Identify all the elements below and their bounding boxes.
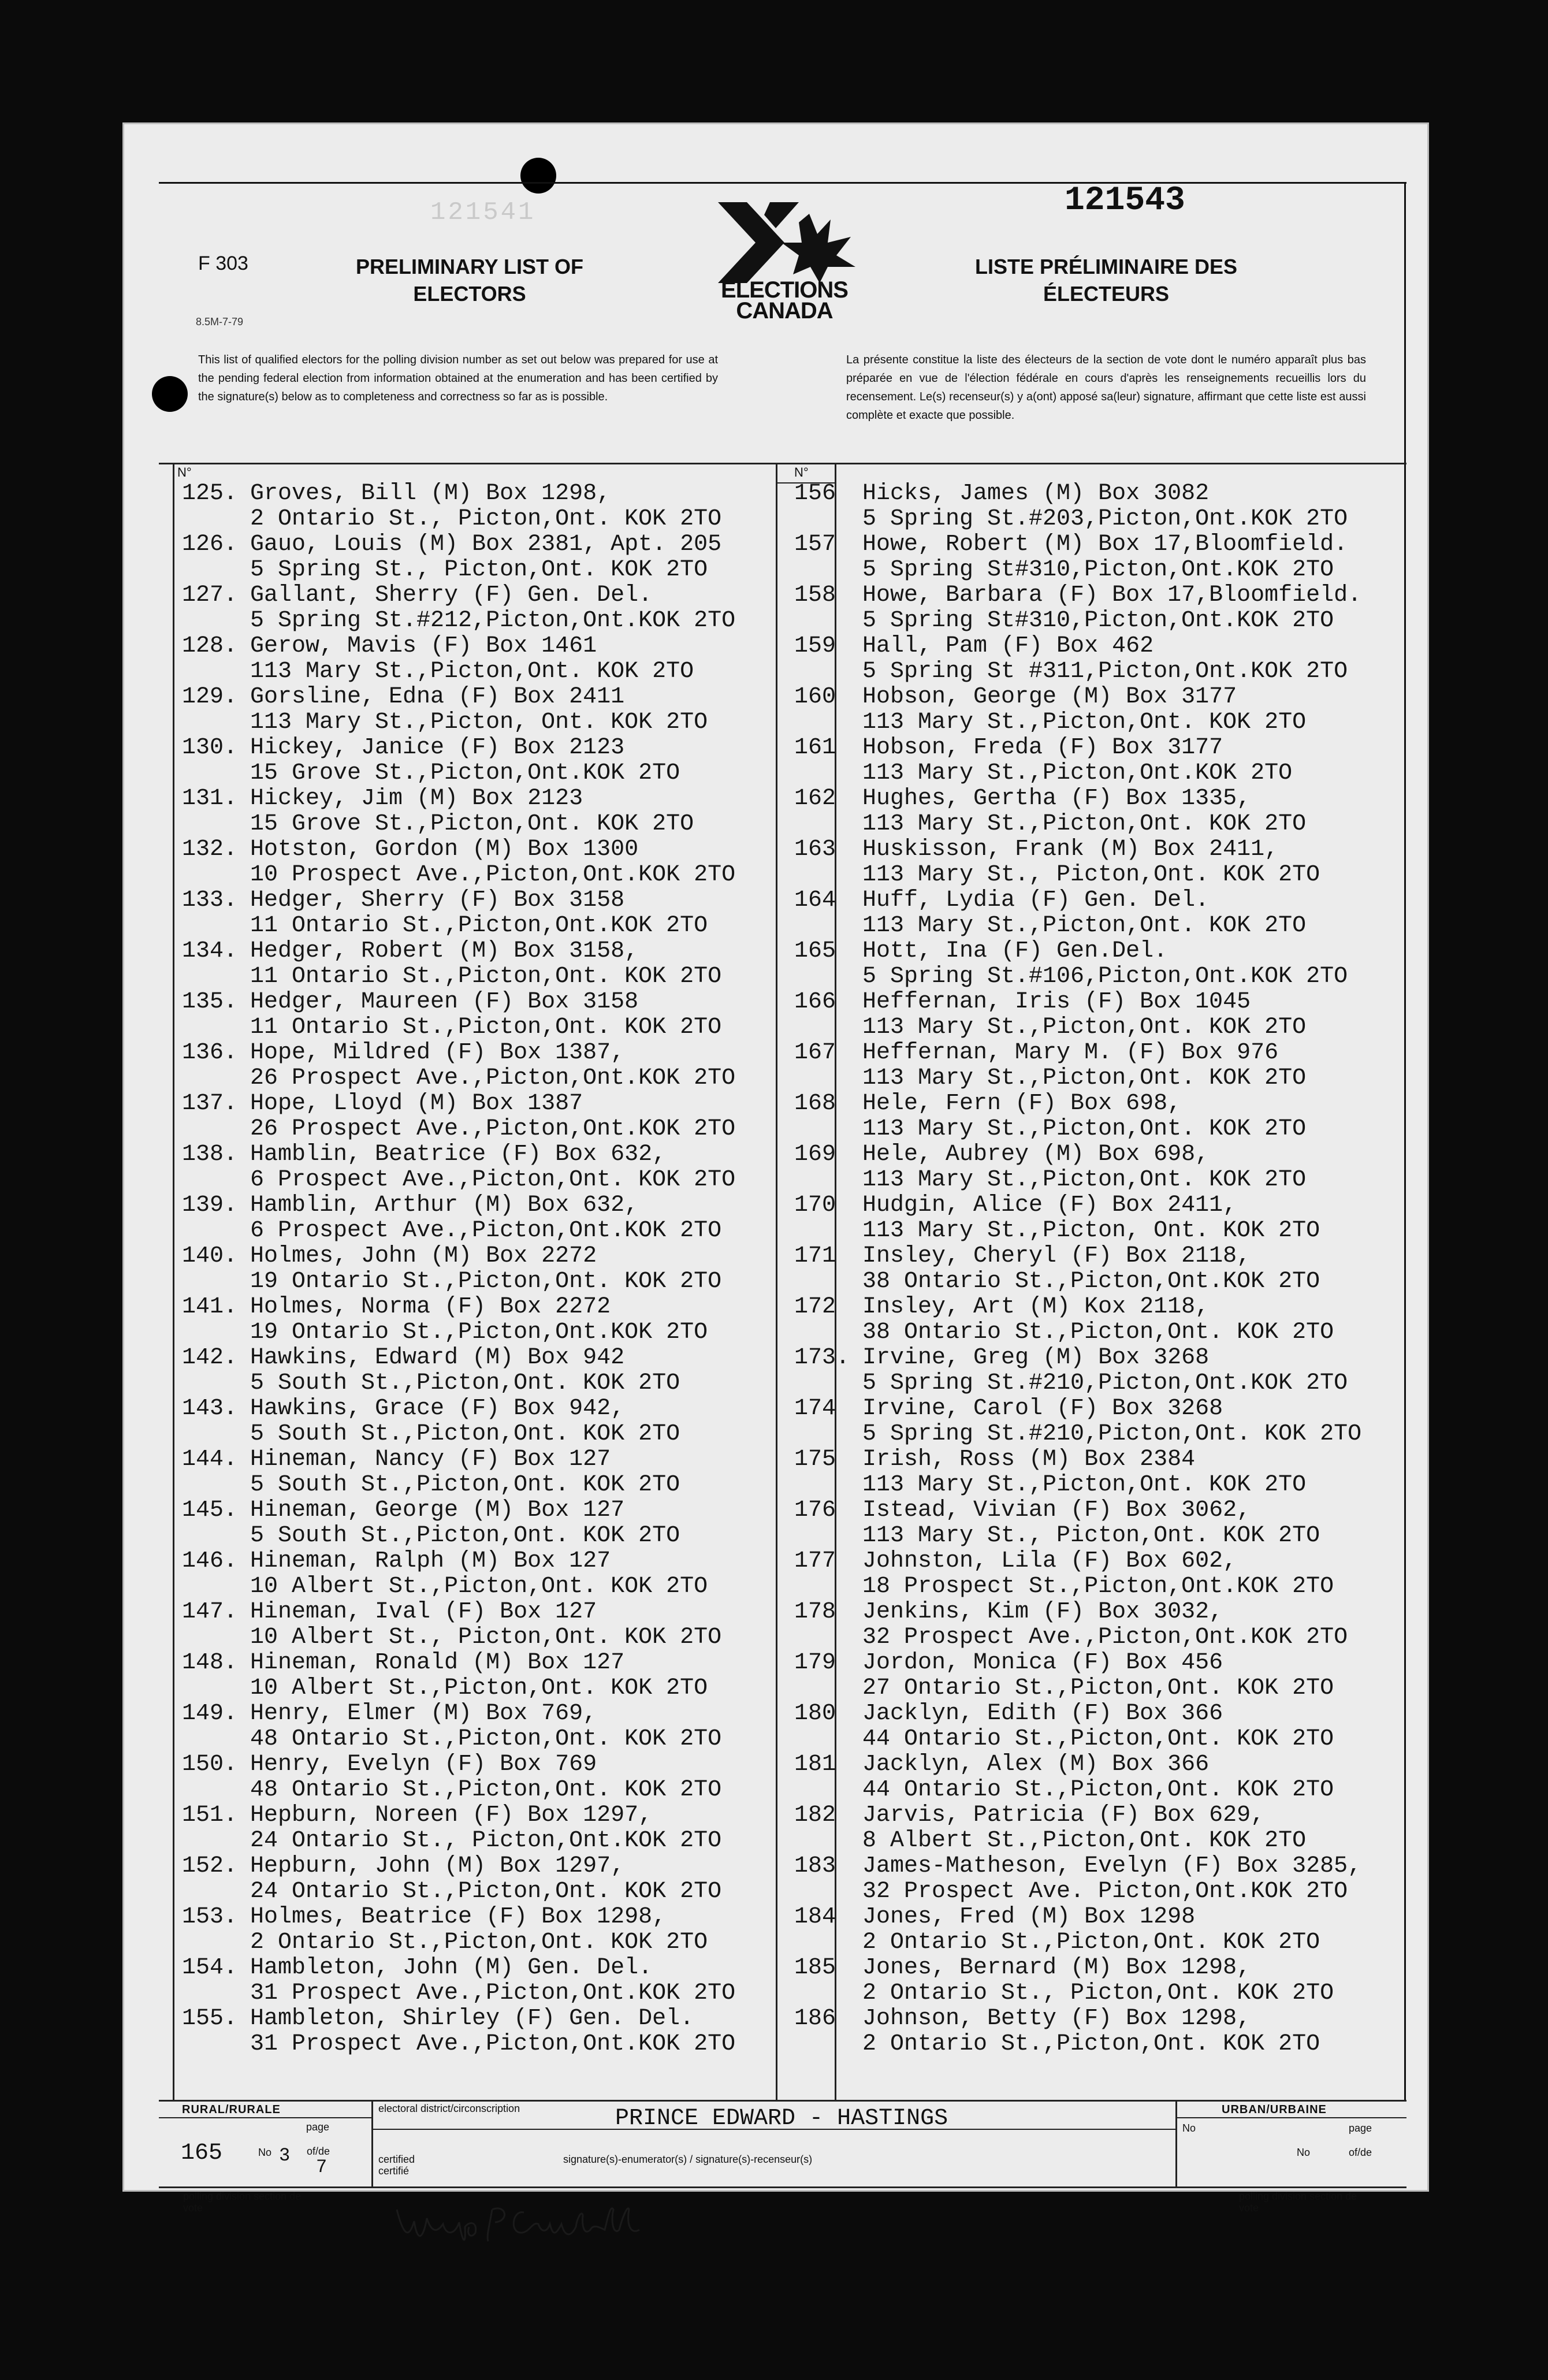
elector-number: 186 [794, 2006, 836, 2032]
elector-address: 44 Ontario St.,Picton,Ont. KOK 2TO [862, 1726, 1334, 1752]
elector-name: Hineman, Ival (F) Box 127 [250, 1599, 597, 1625]
elector-number: 170 [794, 1192, 836, 1218]
elector-address: 113 Mary St.,Picton,Ont. KOK 2TO [862, 1167, 1307, 1193]
list-item [182, 1295, 771, 1345]
polling-division-label: polling division section de vote [183, 2191, 302, 2214]
urban-label: URBAN/URBAINE [1222, 2103, 1327, 2116]
elector-name: Jenkins, Kim (F) Box 3032, [862, 1599, 1223, 1625]
elector-address: 48 Ontario St.,Picton,Ont. KOK 2TO [250, 1726, 722, 1752]
left-column-rule [173, 463, 174, 2101]
punch-hole-top [520, 158, 556, 194]
footer-right-header-rule [1175, 2117, 1406, 2118]
elector-name: Howe, Barbara (F) Box 17,Bloomfield. [862, 582, 1362, 608]
list-item [182, 634, 771, 685]
footer-left-box-right [371, 2100, 373, 2186]
list-item [182, 481, 771, 532]
elector-address: 5 South St.,Picton,Ont. KOK 2TO [250, 1472, 680, 1498]
list-item [794, 1091, 1406, 1142]
elector-number: 148. [182, 1650, 238, 1676]
elector-name: Heffernan, Mary M. (F) Box 976 [862, 1040, 1279, 1066]
elector-number: 136. [182, 1040, 238, 1066]
elector-name: Huff, Lydia (F) Gen. Del. [862, 887, 1210, 913]
elector-number: 174 [794, 1396, 836, 1422]
elector-address: 113 Mary St.,Picton, Ont. KOK 2TO [862, 1218, 1320, 1244]
table-bottom-rule [159, 2100, 1406, 2102]
elector-number: 147. [182, 1599, 238, 1625]
elector-number: 160 [794, 684, 836, 710]
elector-number: 145. [182, 1497, 238, 1523]
list-item [182, 990, 771, 1040]
list-item [794, 1650, 1406, 1701]
list-item [182, 888, 771, 939]
elector-address: 113 Mary St., Picton,Ont. KOK 2TO [862, 862, 1320, 888]
elector-number: 171 [794, 1243, 836, 1269]
list-item [182, 1752, 771, 1803]
elector-number: 126. [182, 531, 238, 557]
list-item [182, 837, 771, 888]
elector-name: Hobson, Freda (F) Box 3177 [862, 735, 1223, 761]
elector-address: 15 Grove St.,Picton,Ont.KOK 2TO [250, 760, 680, 786]
elector-address: 10 Albert St.,Picton,Ont. KOK 2TO [250, 1675, 708, 1701]
list-item [794, 583, 1406, 634]
elector-number: 127. [182, 582, 238, 608]
elector-address: 2 Ontario St., Picton,Ont. KOK 2TO [250, 506, 722, 532]
elector-number: 177 [794, 1548, 836, 1574]
list-item [794, 735, 1406, 786]
list-item [182, 1142, 771, 1193]
page-number: 3 [279, 2145, 291, 2166]
certified-label: certified certifié [378, 2154, 415, 2177]
list-item [182, 939, 771, 990]
elector-address: 113 Mary St.,Picton,Ont. KOK 2TO [862, 913, 1307, 939]
list-item [794, 1600, 1406, 1650]
elector-name: Irvine, Greg (M) Box 3268 [862, 1345, 1210, 1371]
title-french: LISTE PRÉLIMINAIRE DES ÉLECTEURS [974, 255, 1238, 306]
elector-number: 139. [182, 1192, 238, 1218]
elector-name: Jacklyn, Alex (M) Box 366 [862, 1751, 1210, 1777]
elector-name: Hall, Pam (F) Box 462 [862, 633, 1154, 659]
form-number: F 303 [198, 252, 248, 274]
list-item [794, 532, 1406, 583]
elector-name: Hineman, George (M) Box 127 [250, 1497, 625, 1523]
elector-address: 5 Spring St.#210,Picton,Ont. KOK 2TO [862, 1421, 1362, 1447]
elector-number: 165 [794, 938, 836, 964]
list-item [182, 1600, 771, 1650]
elector-address: 5 Spring St.#106,Picton,Ont.KOK 2TO [862, 964, 1348, 990]
elector-number: 179 [794, 1650, 836, 1676]
elector-address: 5 South St.,Picton,Ont. KOK 2TO [250, 1523, 680, 1549]
elector-address: 5 Spring St#310,Picton,Ont.KOK 2TO [862, 557, 1334, 583]
elector-name: Huskisson, Frank (M) Box 2411, [862, 836, 1279, 862]
elector-name: Holmes, Norma (F) Box 2272 [250, 1294, 611, 1320]
header-rule [159, 182, 1406, 184]
elector-address: 24 Ontario St., Picton,Ont.KOK 2TO [250, 1828, 722, 1854]
district-label: electoral district/circonscription [378, 2103, 520, 2114]
elector-number: 157 [794, 531, 836, 557]
list-item [794, 685, 1406, 735]
elector-address: 10 Prospect Ave.,Picton,Ont.KOK 2TO [250, 862, 736, 888]
elector-name: Insley, Art (M) Kox 2118, [862, 1294, 1210, 1320]
elector-name: Hicks, James (M) Box 3082 [862, 481, 1210, 507]
elector-address: 5 South St.,Picton,Ont. KOK 2TO [250, 1370, 680, 1396]
elector-name: Johnston, Lila (F) Box 602, [862, 1548, 1237, 1574]
list-item [794, 1345, 1406, 1396]
elector-name: Jones, Fred (M) Box 1298 [862, 1904, 1196, 1930]
elector-name: Johnson, Betty (F) Box 1298, [862, 2006, 1251, 2032]
elector-number: 169 [794, 1141, 836, 1167]
elector-address: 113 Mary St.,Picton,Ont.KOK 2TO [862, 760, 1293, 786]
elector-address: 11 Ontario St.,Picton,Ont. KOK 2TO [250, 1014, 722, 1040]
list-item [794, 1549, 1406, 1600]
footer-left-header-rule [159, 2117, 371, 2118]
elector-address: 113 Mary St.,Picton,Ont. KOK 2TO [862, 811, 1307, 837]
list-item [182, 2006, 771, 2057]
elector-number: 146. [182, 1548, 238, 1574]
elector-name: Hope, Lloyd (M) Box 1387 [250, 1091, 583, 1117]
elector-number: 163 [794, 836, 836, 862]
elector-name: Hawkins, Grace (F) Box 942, [250, 1396, 625, 1422]
elector-number: 159 [794, 633, 836, 659]
electors-list-right [794, 481, 1406, 2057]
list-item [182, 583, 771, 634]
form-date: 8.5M-7-79 [196, 316, 244, 328]
list-item [794, 1498, 1406, 1549]
elector-address: 44 Ontario St.,Picton,Ont. KOK 2TO [862, 1777, 1334, 1803]
district-name: PRINCE EDWARD - HASTINGS [615, 2106, 948, 2132]
list-item [182, 1040, 771, 1091]
list-item [794, 786, 1406, 837]
list-item [794, 939, 1406, 990]
electors-list-left [182, 481, 771, 2057]
list-item [182, 1193, 771, 1244]
urban-no-label: No [1182, 2122, 1196, 2134]
elector-name: Henry, Elmer (M) Box 769, [250, 1701, 597, 1727]
elector-number: 184 [794, 1904, 836, 1930]
polling-division-number: 165 [181, 2140, 223, 2166]
elector-number: 162 [794, 786, 836, 812]
elector-name: Hope, Mildred (F) Box 1387, [250, 1040, 625, 1066]
elector-name: Hineman, Ronald (M) Box 127 [250, 1650, 625, 1676]
elector-number: 144. [182, 1446, 238, 1472]
column-header-left: N° [177, 465, 192, 479]
elector-name: Hickey, Jim (M) Box 2123 [250, 786, 583, 812]
elector-name: Jacklyn, Edith (F) Box 366 [862, 1701, 1223, 1727]
elector-address: 113 Mary St.,Picton,Ont. KOK 2TO [862, 1065, 1307, 1091]
list-item [794, 1295, 1406, 1345]
elector-address: 19 Ontario St.,Picton,Ont.KOK 2TO [250, 1319, 708, 1345]
elector-address: 32 Prospect Ave. Picton,Ont.KOK 2TO [862, 1879, 1348, 1905]
elections-canada-x-maple-icon [706, 202, 862, 283]
elector-address: 31 Prospect Ave.,Picton,Ont.KOK 2TO [250, 1980, 736, 2006]
column-header-right: N° [794, 465, 809, 479]
elector-name: Jarvis, Patricia (F) Box 629, [862, 1802, 1265, 1828]
table-top-rule [159, 463, 1406, 464]
elector-name: Istead, Vivian (F) Box 3062, [862, 1497, 1251, 1523]
elector-address: 38 Ontario St.,Picton,Ont. KOK 2TO [862, 1319, 1334, 1345]
elector-number: 180 [794, 1701, 836, 1727]
elector-number: 153. [182, 1904, 238, 1930]
elector-name: Hele, Fern (F) Box 698, [862, 1091, 1182, 1117]
elector-name: Hambleton, Shirley (F) Gen. Del. [250, 2006, 694, 2032]
elector-number: 150. [182, 1751, 238, 1777]
elector-number: 154. [182, 1955, 238, 1981]
elector-number: 130. [182, 735, 238, 761]
logo-text-canada: CANADA [736, 298, 833, 323]
elector-name: Gallant, Sherry (F) Gen. Del. [250, 582, 653, 608]
elector-number: 175 [794, 1446, 836, 1472]
elector-address: 26 Prospect Ave.,Picton,Ont.KOK 2TO [250, 1116, 736, 1142]
elector-address: 2 Ontario St.,Picton,Ont. KOK 2TO [250, 1929, 708, 1955]
elector-name: Henry, Evelyn (F) Box 769 [250, 1751, 597, 1777]
elections-canada-logo [706, 202, 862, 323]
elector-address: 11 Ontario St.,Picton,Ont.KOK 2TO [250, 913, 708, 939]
elector-name: Hepburn, John (M) Box 1297, [250, 1853, 625, 1879]
elector-address: 48 Ontario St.,Picton,Ont. KOK 2TO [250, 1777, 722, 1803]
elector-name: Hotston, Gordon (M) Box 1300 [250, 836, 639, 862]
elector-address: 11 Ontario St.,Picton,Ont. KOK 2TO [250, 964, 722, 990]
elector-address: 5 Spring St#310,Picton,Ont.KOK 2TO [862, 608, 1334, 634]
elector-number: 152. [182, 1853, 238, 1879]
elector-name: Jones, Bernard (M) Box 1298, [862, 1955, 1251, 1981]
elector-address: 6 Prospect Ave.,Picton,Ont. KOK 2TO [250, 1167, 736, 1193]
list-item [182, 685, 771, 735]
elector-number: 161 [794, 735, 836, 761]
serial-number: 121543 [1065, 182, 1185, 220]
elector-number: 149. [182, 1701, 238, 1727]
elector-address: 113 Mary St.,Picton,Ont. KOK 2TO [862, 709, 1307, 735]
elector-number: 129. [182, 684, 238, 710]
elector-number: 143. [182, 1396, 238, 1422]
intro-text-english: This list of qualified electors for the polling division number as set out below was prepared for use at the pending federal election from information obtained at the enumeration and has been certified by the signature(s) below as to completeness and correctness so far as is possible. [198, 354, 718, 403]
elector-address: 2 Ontario St., Picton,Ont. KOK 2TO [862, 1980, 1334, 2006]
elector-address: 113 Mary St.,Picton,Ont. KOK 2TO [862, 1472, 1307, 1498]
elector-number: 176 [794, 1497, 836, 1523]
elector-name: Hineman, Nancy (F) Box 127 [250, 1446, 611, 1472]
list-item [182, 1345, 771, 1396]
elector-name: Hawkins, Edward (M) Box 942 [250, 1345, 625, 1371]
elector-number: 140. [182, 1243, 238, 1269]
elector-name: Hudgin, Alice (F) Box 2411, [862, 1192, 1237, 1218]
list-item [182, 1549, 771, 1600]
list-item [794, 1854, 1406, 1905]
list-item [794, 1396, 1406, 1447]
elector-address: 19 Ontario St.,Picton,Ont. KOK 2TO [250, 1269, 722, 1295]
list-item [182, 735, 771, 786]
page-of-label: of/de [307, 2145, 330, 2157]
urban-of-label: of/de [1349, 2147, 1372, 2158]
list-item [794, 481, 1406, 532]
elector-address: 5 Spring St.#203,Picton,Ont.KOK 2TO [862, 506, 1348, 532]
signature-label: signature(s)-enumerator(s) / signature(s)-recenseur(s) [563, 2154, 813, 2165]
elector-address: 24 Ontario St.,Picton,Ont. KOK 2TO [250, 1879, 722, 1905]
elector-name: Hamblin, Beatrice (F) Box 632, [250, 1141, 667, 1167]
list-item [794, 1752, 1406, 1803]
footer-bottom-rule [159, 2186, 1406, 2188]
elector-name: Gerow, Mavis (F) Box 1461 [250, 633, 597, 659]
faint-serial-number: 121541 [430, 198, 536, 227]
elector-name: James-Matheson, Evelyn (F) Box 3285, [862, 1853, 1362, 1879]
elector-number: 182 [794, 1802, 836, 1828]
elector-number: 134. [182, 938, 238, 964]
elector-name: Gorsline, Edna (F) Box 2411 [250, 684, 625, 710]
elector-address: 32 Prospect Ave.,Picton,Ont.KOK 2TO [862, 1624, 1348, 1650]
elector-number: 137. [182, 1091, 238, 1117]
elector-name: Hepburn, Noreen (F) Box 1297, [250, 1802, 653, 1828]
elector-address: 113 Mary St.,Picton, Ont. KOK 2TO [250, 709, 708, 735]
elector-name: Jordon, Monica (F) Box 456 [862, 1650, 1223, 1676]
elector-address: 113 Mary St.,Picton,Ont. KOK 2TO [862, 1116, 1307, 1142]
list-item [794, 1447, 1406, 1498]
list-item [794, 1244, 1406, 1295]
elector-name: Hele, Aubrey (M) Box 698, [862, 1141, 1210, 1167]
list-item [182, 1447, 771, 1498]
middle-column-rule-a [776, 463, 777, 2101]
elector-address: 113 Mary St.,Picton,Ont. KOK 2TO [250, 659, 694, 685]
punch-hole-left [152, 376, 188, 412]
elector-name: Howe, Robert (M) Box 17,Bloomfield. [862, 531, 1348, 557]
elector-address: 113 Mary St., Picton,Ont. KOK 2TO [862, 1523, 1320, 1549]
list-item [794, 888, 1406, 939]
elector-name: Holmes, Beatrice (F) Box 1298, [250, 1904, 667, 1930]
elector-address: 6 Prospect Ave.,Picton,Ont.KOK 2TO [250, 1218, 722, 1244]
list-item [794, 1905, 1406, 1955]
elector-number: 178 [794, 1599, 836, 1625]
elector-address: 5 Spring St., Picton,Ont. KOK 2TO [250, 557, 708, 583]
elector-address: 5 South St.,Picton,Ont. KOK 2TO [250, 1421, 680, 1447]
elector-number: 133. [182, 887, 238, 913]
urban-polling-label: polling division section de vote [1239, 2191, 1357, 2214]
elector-number: 156 [794, 481, 836, 507]
elector-name: Hedger, Sherry (F) Box 3158 [250, 887, 625, 913]
elector-address: 26 Prospect Ave.,Picton,Ont.KOK 2TO [250, 1065, 736, 1091]
elector-address: 2 Ontario St.,Picton,Ont. KOK 2TO [862, 2031, 1320, 2057]
list-item [182, 1396, 771, 1447]
elector-number: 158 [794, 582, 836, 608]
elector-number: 167 [794, 1040, 836, 1066]
elector-name: Hamblin, Arthur (M) Box 632, [250, 1192, 639, 1218]
elector-number: 166 [794, 989, 836, 1015]
elector-number: 125. [182, 481, 238, 507]
elector-number: 141. [182, 1294, 238, 1320]
page-total: 7 [316, 2156, 328, 2178]
list-item [794, 837, 1406, 888]
elector-number: 151. [182, 1802, 238, 1828]
elector-address: 27 Ontario St.,Picton,Ont. KOK 2TO [862, 1675, 1334, 1701]
list-item [182, 1803, 771, 1854]
urban-page-no-label: No [1297, 2147, 1311, 2158]
list-item [182, 1498, 771, 1549]
elector-address: 15 Grove St.,Picton,Ont. KOK 2TO [250, 811, 694, 837]
page-label: page [306, 2121, 330, 2133]
elector-address: 31 Prospect Ave.,Picton,Ont.KOK 2TO [250, 2031, 736, 2057]
elector-address: 8 Albert St.,Picton,Ont. KOK 2TO [862, 1828, 1307, 1854]
list-item [794, 1040, 1406, 1091]
elector-name: Groves, Bill (M) Box 1298, [250, 481, 611, 507]
elector-address: 2 Ontario St.,Picton,Ont. KOK 2TO [862, 1929, 1320, 1955]
elector-name: Gauo, Louis (M) Box 2381, Apt. 205 [250, 531, 722, 557]
elector-address: 18 Prospect St.,Picton,Ont.KOK 2TO [862, 1574, 1334, 1600]
elector-address: 10 Albert St., Picton,Ont. KOK 2TO [250, 1624, 722, 1650]
elector-number: 172 [794, 1294, 836, 1320]
elector-number: 155. [182, 2006, 238, 2032]
elector-name: Hickey, Janice (F) Box 2123 [250, 735, 625, 761]
logo-text-elections: ELECTIONS [721, 277, 848, 303]
elector-name: Irvine, Carol (F) Box 3268 [862, 1396, 1223, 1422]
list-item [182, 786, 771, 837]
rural-label: RURAL/RURALE [182, 2103, 281, 2116]
elector-address: 5 Spring St #311,Picton,Ont.KOK 2TO [862, 659, 1348, 685]
elector-address: 38 Ontario St.,Picton,Ont.KOK 2TO [862, 1269, 1320, 1295]
list-item [794, 1701, 1406, 1752]
elector-number: 168 [794, 1091, 836, 1117]
list-item [182, 1701, 771, 1752]
urban-page-label: page [1349, 2122, 1372, 2134]
elector-name: Heffernan, Iris (F) Box 1045 [862, 989, 1251, 1015]
page-no-label: No [258, 2147, 272, 2158]
elector-address: 5 Spring St.#210,Picton,Ont.KOK 2TO [862, 1370, 1348, 1396]
list-item [182, 1650, 771, 1701]
elector-number: 183 [794, 1853, 836, 1879]
list-item [794, 1142, 1406, 1193]
list-item [794, 1955, 1406, 2006]
elector-number: 181 [794, 1751, 836, 1777]
title-english: PRELIMINARY LIST OF ELECTORS [355, 255, 583, 306]
elector-number: 164 [794, 887, 836, 913]
list-item [794, 1803, 1406, 1854]
elector-number: 128. [182, 633, 238, 659]
list-item [182, 1244, 771, 1295]
elector-name: Irish, Ross (M) Box 2384 [862, 1446, 1196, 1472]
elector-name: Holmes, John (M) Box 2272 [250, 1243, 597, 1269]
elector-number: 185 [794, 1955, 836, 1981]
elector-number: 132. [182, 836, 238, 862]
list-item [182, 532, 771, 583]
elector-number: 135. [182, 989, 238, 1015]
elector-name: Hineman, Ralph (M) Box 127 [250, 1548, 611, 1574]
enumerator-signature [391, 2186, 663, 2256]
elector-name: Hedger, Maureen (F) Box 3158 [250, 989, 639, 1015]
intro-text-french: La présente constitue la liste des électeurs de la section de vote dont le numéro apparaît plus bas préparée en vue de l'élection fédérale en cours d'après les renseignements recueillis lors du recensement. Le(s) recenseur(s) y a(ont) apposé sa(leur) signature, affirmant que cette liste est aussi complète et exacte que possible. [846, 354, 1366, 422]
elector-number: 138. [182, 1141, 238, 1167]
elector-number: 142. [182, 1345, 238, 1371]
elector-address: 10 Albert St.,Picton,Ont. KOK 2TO [250, 1574, 708, 1600]
elector-address: 5 Spring St.#212,Picton,Ont.KOK 2TO [250, 608, 736, 634]
elector-name: Hobson, George (M) Box 3177 [862, 684, 1237, 710]
elector-name: Hedger, Robert (M) Box 3158, [250, 938, 639, 964]
list-item [794, 634, 1406, 685]
elector-number: 173. [794, 1345, 850, 1371]
list-item [794, 1193, 1406, 1244]
elector-name: Hughes, Gertha (F) Box 1335, [862, 786, 1251, 812]
footer-box-right-divider [1175, 2100, 1177, 2186]
list-item [794, 990, 1406, 1040]
elector-name: Hambleton, John (M) Gen. Del. [250, 1955, 653, 1981]
elector-name: Insley, Cheryl (F) Box 2118, [862, 1243, 1251, 1269]
elector-name: Hott, Ina (F) Gen.Del. [862, 938, 1168, 964]
electors-list-form [122, 122, 1429, 2214]
list-item [182, 1905, 771, 1955]
list-item [182, 1955, 771, 2006]
list-item [182, 1854, 771, 1905]
list-item [182, 1091, 771, 1142]
list-item [794, 2006, 1406, 2057]
elector-address: 113 Mary St.,Picton,Ont. KOK 2TO [862, 1014, 1307, 1040]
elector-number: 131. [182, 786, 238, 812]
